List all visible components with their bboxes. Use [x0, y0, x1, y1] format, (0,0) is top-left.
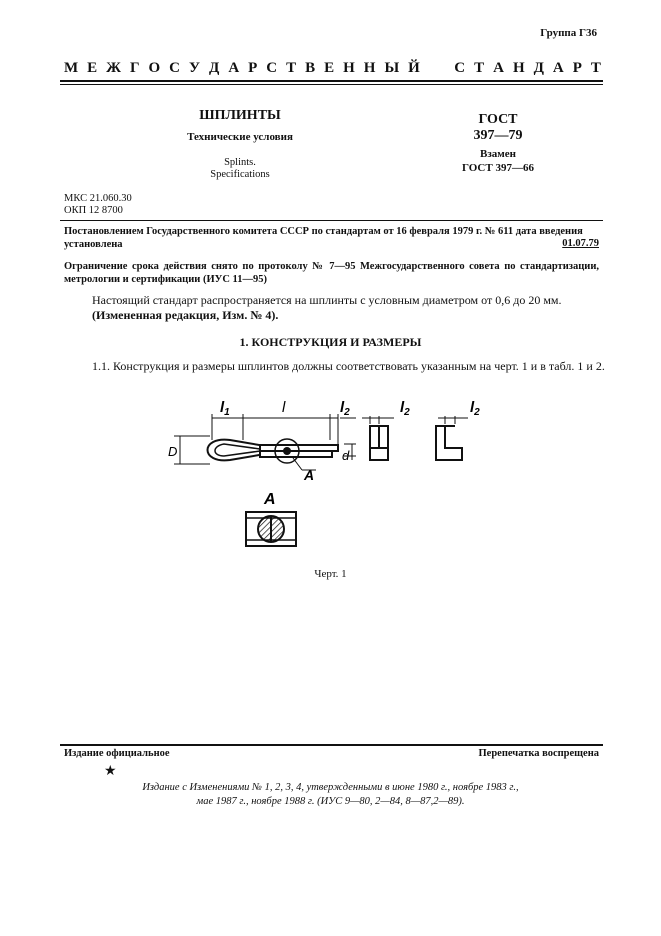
- banner-letter: А: [552, 60, 564, 76]
- label-l1: $l_1$: [220, 399, 230, 418]
- label-l2: $l_2$: [340, 399, 350, 418]
- banner-letter: Р: [572, 60, 582, 76]
- banner-letter: Д: [209, 60, 220, 76]
- end-view-1: [370, 426, 388, 460]
- mks-code: МКС 21.060.30: [64, 193, 132, 204]
- reprint-prohibited: Перепечатка воспрещена: [478, 748, 599, 759]
- banner-letter: Н: [343, 60, 355, 76]
- banner-letter: Н: [363, 60, 376, 76]
- banner-letter: С: [454, 60, 466, 76]
- label-D: D: [168, 444, 178, 459]
- banner-letter: Н: [512, 60, 525, 76]
- banner-letter: А: [228, 60, 240, 76]
- label-l2-view1: $l_2$: [400, 399, 410, 418]
- banner-letter: Г: [129, 60, 140, 76]
- banner-letter: С: [266, 60, 278, 76]
- label-a: A: [304, 467, 315, 483]
- banner-letter: [442, 60, 446, 77]
- banner-letter: Ж: [106, 60, 121, 76]
- changes-note-line-2: мае 1987 г., ноябре 1988 г. (ИУС 9—80, 2—84, 8—87,2—89).: [196, 796, 465, 807]
- banner-letter: Р: [248, 60, 258, 76]
- document-title: ШПЛИНТЫ: [199, 108, 281, 123]
- banner-letter: Т: [590, 60, 601, 76]
- banner-letter: С: [169, 60, 181, 76]
- header-rule-bottom: [60, 84, 603, 85]
- banner-letter: А: [493, 60, 504, 76]
- group-label: Группа Г36: [540, 27, 597, 39]
- banner-letter: М: [64, 60, 79, 76]
- interstate-standard-banner: [64, 60, 601, 77]
- decree-text: Постановлением Государственного комитета СССР по стандартам от 16 февраля 1979 г. № 611 дата введения установлена: [64, 226, 583, 250]
- english-title: Splints.: [224, 157, 256, 168]
- gost-number: 397—79: [473, 128, 523, 143]
- footer-rule: [60, 744, 603, 746]
- label-d: d: [342, 448, 350, 463]
- english-subtitle: Specifications: [210, 169, 270, 180]
- banner-letter: Т: [286, 60, 297, 76]
- okp-code: ОКП 12 8700: [64, 205, 123, 216]
- replaces-standard: ГОСТ 397—66: [462, 162, 534, 174]
- document-subtitle: Технические условия: [187, 131, 293, 143]
- banner-letter: Е: [324, 60, 335, 76]
- banner-letter: Т: [474, 60, 485, 76]
- label-l: l: [282, 399, 286, 416]
- clause-1-1: 1.1. Конструкция и размеры шплинтов должны соответствовать указанным на черт. 1 и в табл. 1 и 2.: [92, 359, 605, 373]
- gost-label: ГОСТ: [478, 112, 518, 127]
- scope-paragraph: Настоящий стандарт распространяется на шплинты с условным диаметром от 0,6 до 20 мм.: [92, 293, 562, 307]
- introduction-date: 01.07.79: [562, 238, 599, 249]
- figure-caption: Черт. 1: [314, 568, 347, 580]
- banner-letter: [429, 60, 433, 77]
- banner-letter: Д: [533, 60, 544, 76]
- star-icon: ★: [104, 764, 117, 779]
- section-heading: 1. КОНСТРУКЦИЯ И РАЗМЕРЫ: [239, 335, 422, 349]
- restriction-note: Ограничение срока действия снято по протоколу № 7—95 Межгосударственного совета по стандартизации, метрологии и сертификации (ИУС 11—95): [64, 261, 599, 285]
- banner-letter: Е: [87, 60, 98, 76]
- banner-letter: Й: [408, 60, 420, 76]
- banner-letter: У: [189, 60, 201, 76]
- decree-rule: [60, 220, 603, 221]
- section-a-view: [246, 512, 296, 546]
- splint-drawing: [160, 388, 500, 560]
- banner-letter: В: [305, 60, 316, 76]
- official-edition: Издание официальное: [64, 748, 170, 759]
- view-a-title: A: [264, 491, 276, 508]
- banner-letter: О: [148, 60, 161, 76]
- splint-side-view: [208, 440, 339, 461]
- banner-letter: Ы: [384, 60, 400, 76]
- label-l2-view2: $l_2$: [470, 399, 480, 418]
- header-rule-top: [60, 80, 603, 82]
- changes-note-line-1: Издание с Изменениями № 1, 2, 3, 4, утвержденными в июне 1980 г., ноябре 1983 г.,: [142, 782, 519, 793]
- section-mark: [283, 447, 291, 455]
- end-view-2: [436, 426, 462, 460]
- replaces-label: Взамен: [480, 148, 516, 160]
- edit-note: (Измененная редакция, Изм. № 4).: [92, 308, 279, 322]
